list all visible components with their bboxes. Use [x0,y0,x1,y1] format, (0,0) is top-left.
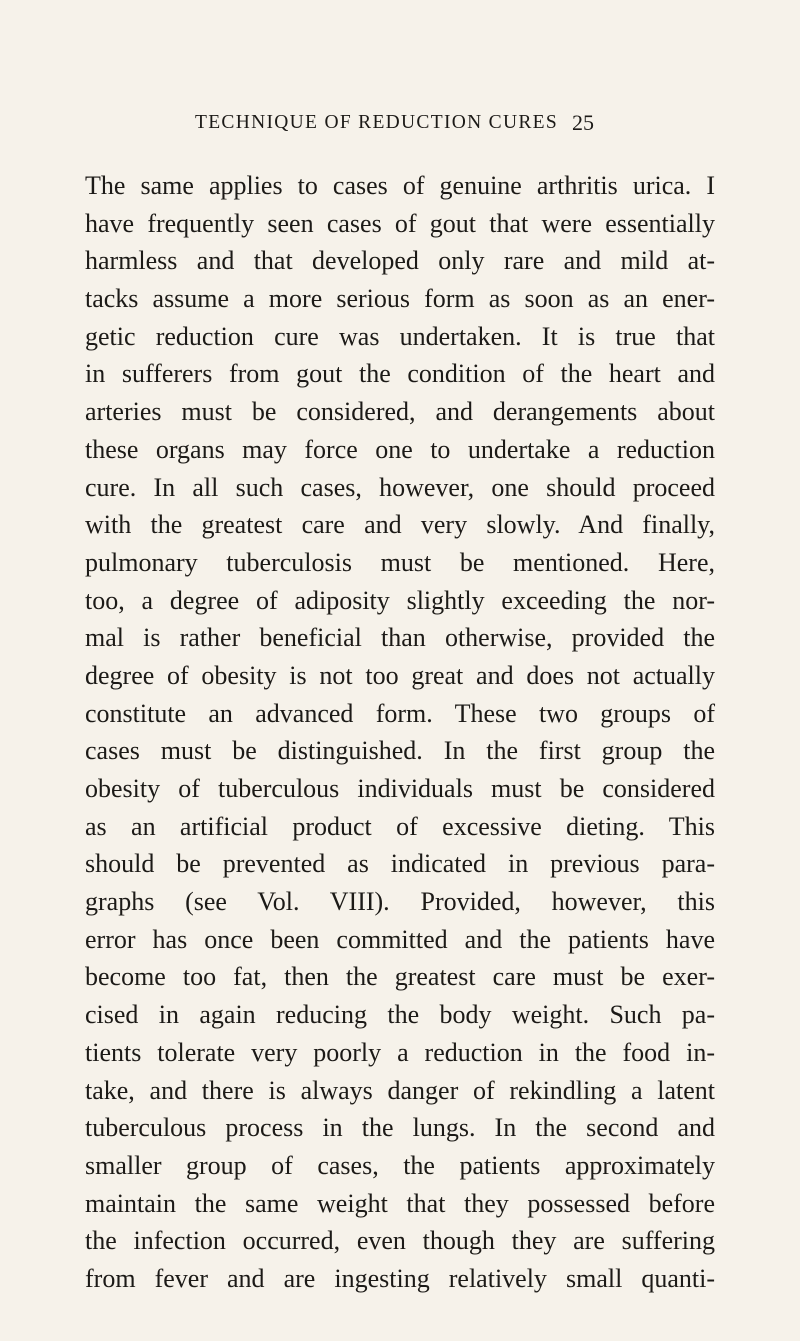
text-line: error has once been committed and the patients have [85,924,715,954]
body-paragraph [85,167,715,1298]
text-line: The same applies to cases of genuine arthritis urica. I [85,171,715,200]
text-line: arteries must be considered, and derangements about [85,397,715,427]
text-line: tuberculous process in the lungs. In the second and [85,1113,715,1143]
text-line: become too fat, then the greatest care must be exer- [85,962,715,992]
text-line: cised in again reducing the body weight. Such pa- [85,1000,715,1030]
text-line: smaller group of cases, the patients approximately [85,1150,715,1180]
text-line: cure. In all such cases, however, one should proceed [85,472,715,502]
text-line: take, and there is always danger of rekindling a latent [85,1075,715,1105]
text-line: mal is rather beneficial than otherwise, provided the [85,623,715,653]
page-number: 25 [572,110,594,135]
text-line: too, a degree of adiposity slightly exceeding the nor- [85,585,715,615]
text-line: cases must be distinguished. In the first group the [85,736,715,766]
text-line: degree of obesity is not too great and does not actually [85,660,715,690]
text-line: obesity of tuberculous individuals must be considered [85,774,715,803]
text-line: have frequently seen cases of gout that were essentially [85,208,715,238]
text-line: from fever and are ingesting relatively small quanti- [85,1263,715,1293]
text-line: as an artificial product of excessive dieting. This [85,811,715,841]
text-line: these organs may force one to undertake a reduction [85,434,715,464]
text-line: maintain the same weight that they possessed before [85,1188,715,1218]
text-line: graphs (see Vol. VIII). Provided, however, this [85,887,715,917]
text-line: pulmonary tuberculosis must be mentioned. Here, [85,547,715,577]
running-head [195,112,635,142]
text-line: getic reduction cure was undertaken. It is true that [85,321,715,351]
text-line: tacks assume a more serious form as soon as an ener- [85,284,715,314]
text-line: in sufferers from gout the condition of the heart and [85,359,715,389]
text-line: tients tolerate very poorly a reduction in the food in- [85,1037,715,1067]
text-line: the infection occurred, even though they are suffering [85,1226,715,1256]
text-line: with the greatest care and very slowly. And finally, [85,510,715,540]
text-line: constitute an advanced form. These two groups of [85,698,715,728]
text-line: should be prevented as indicated in previous para- [85,849,715,879]
text-line: harmless and that developed only rare and mild at- [85,246,715,276]
running-title: TECHNIQUE OF REDUCTION CURES [195,112,559,133]
